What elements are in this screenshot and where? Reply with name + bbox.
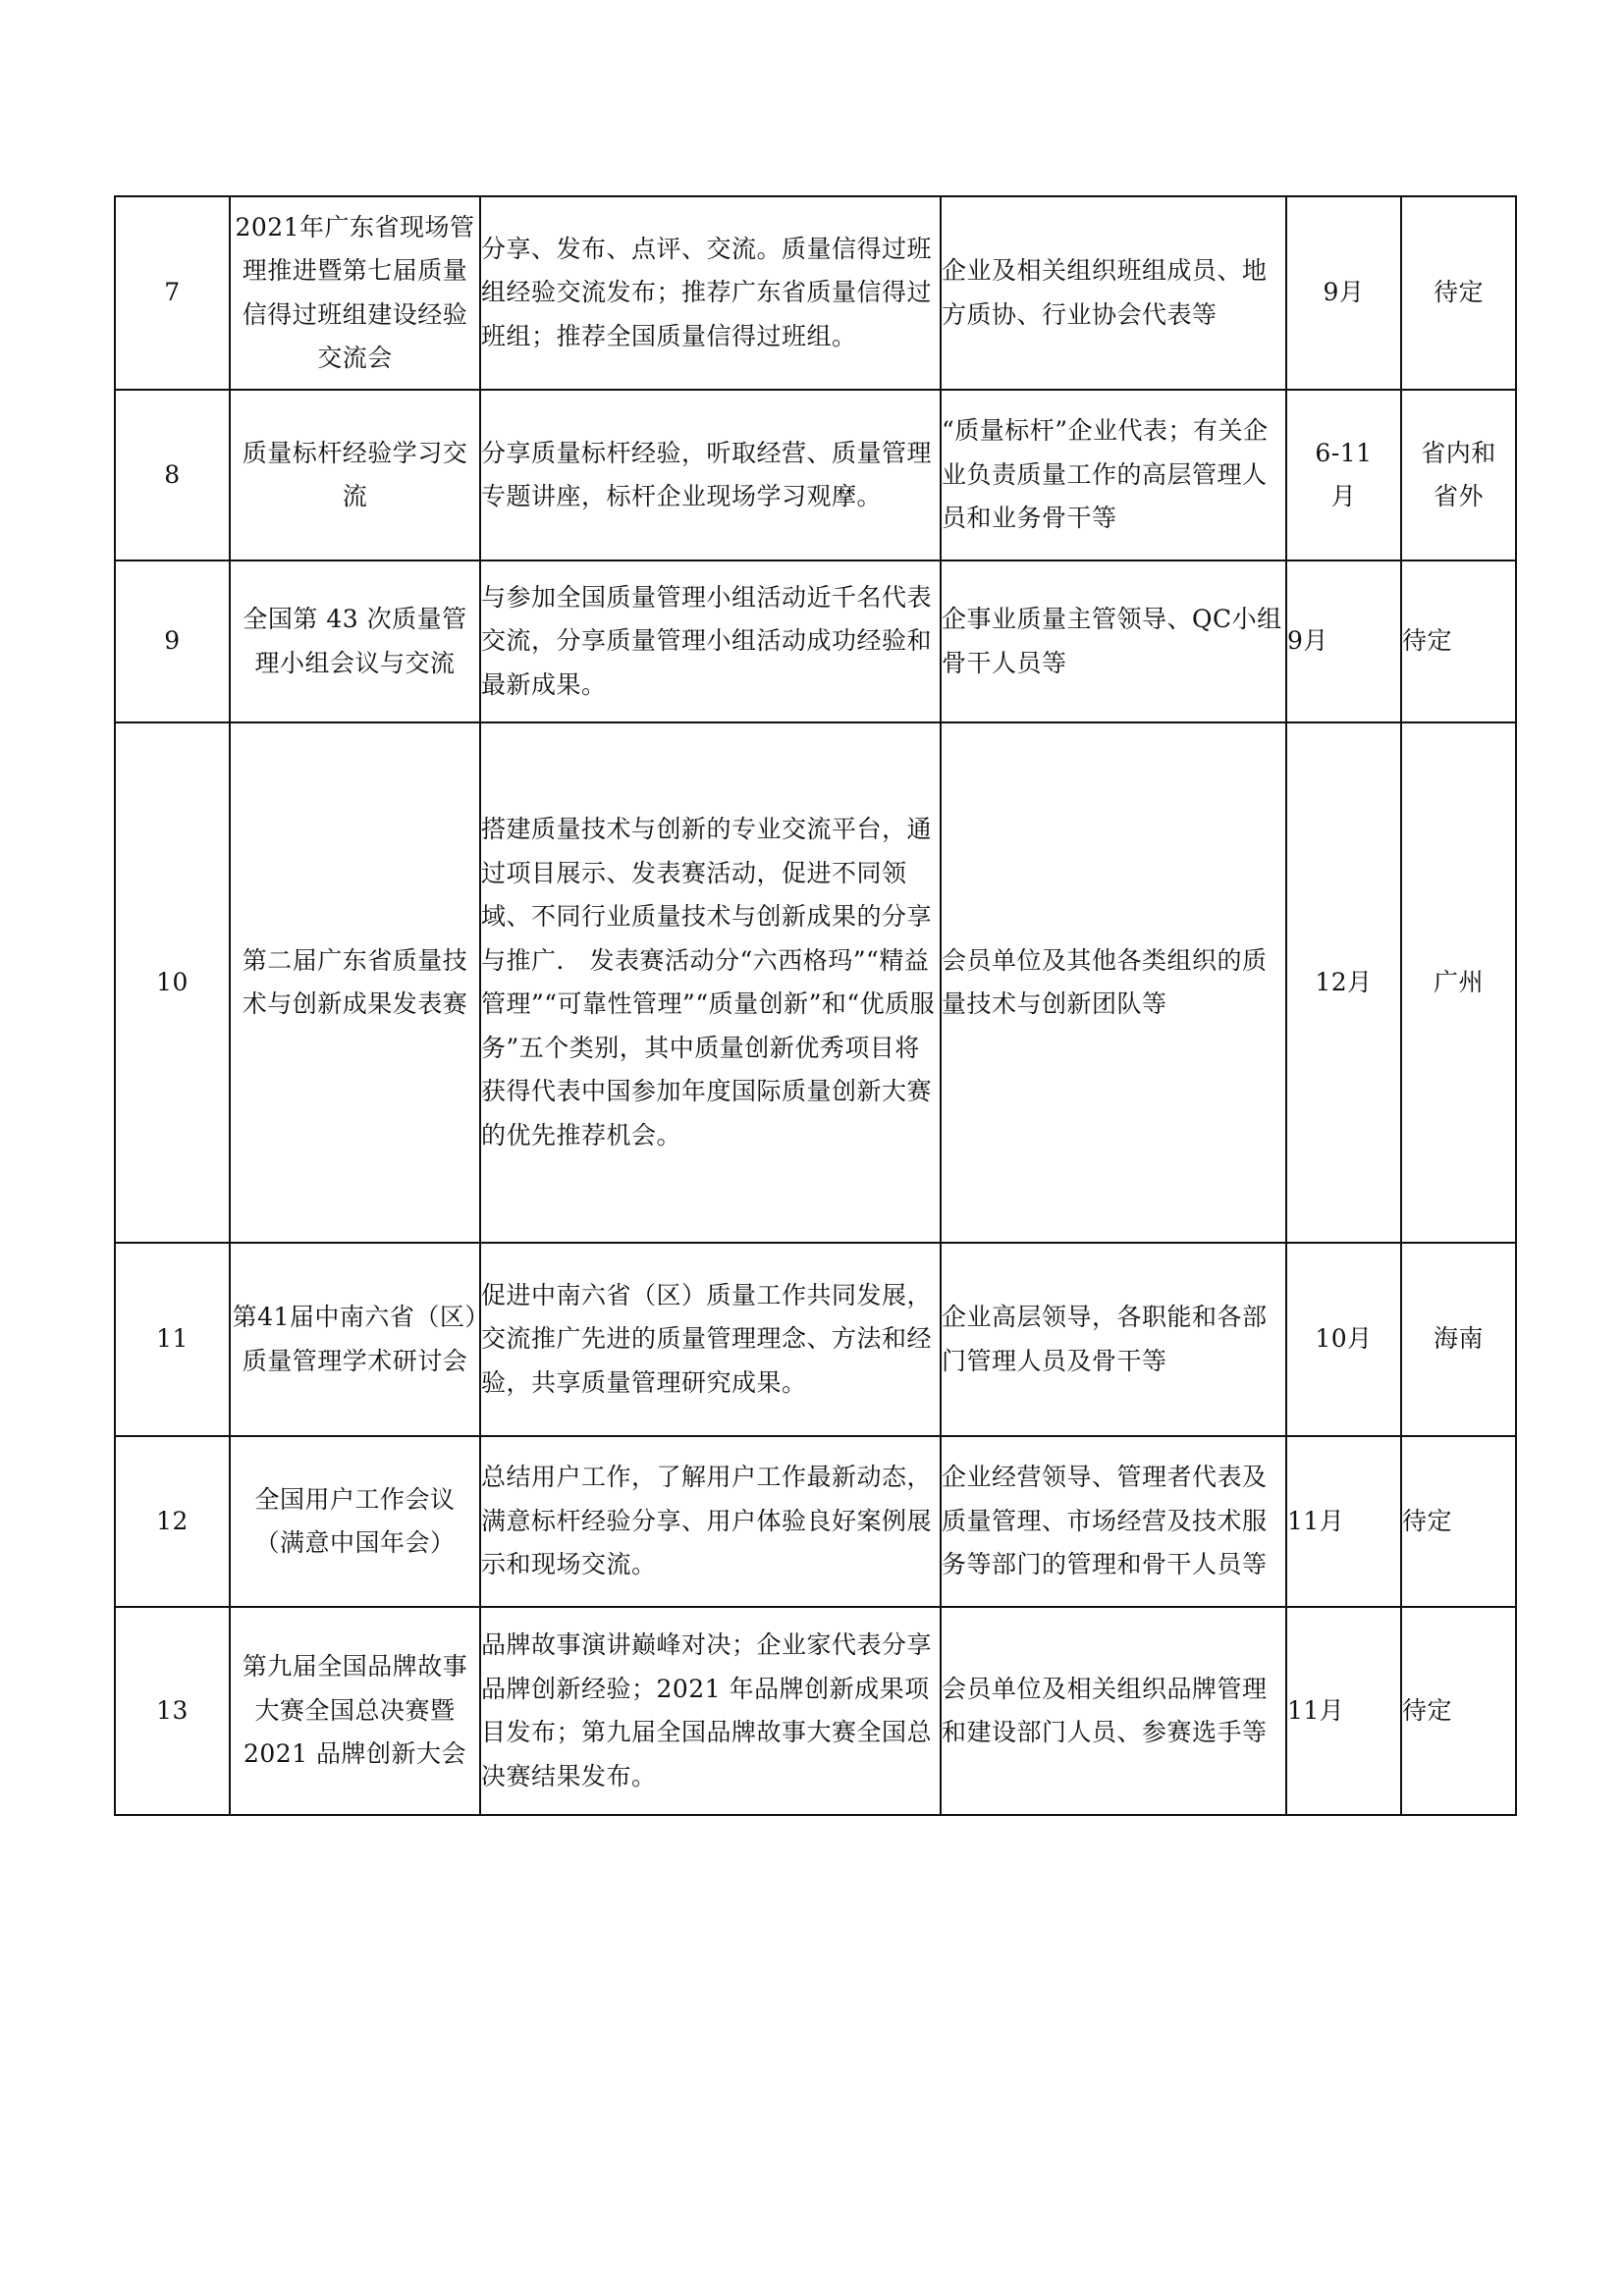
table-row xyxy=(115,561,1516,722)
activity-content: 促进中南六省（区）质量工作共同发展，交流推广先进的质量管理理念、方法和经验，共享质量管理研究成果。 xyxy=(480,1243,941,1436)
activity-time: 10月 xyxy=(1286,1243,1401,1436)
activity-content: 品牌故事演讲巅峰对决；企业家代表分享品牌创新经验；2021 年品牌创新成果项目发布；第九届全国品牌故事大赛全国总决赛结果发布。 xyxy=(480,1607,941,1815)
table-row xyxy=(115,196,1516,390)
row-number: 12 xyxy=(115,1436,230,1607)
activity-place: 待定 xyxy=(1401,1607,1516,1815)
activity-name: 全国用户工作会议（满意中国年会） xyxy=(230,1436,480,1607)
table-row xyxy=(115,1243,1516,1436)
activity-name: 质量标杆经验学习交流 xyxy=(230,390,480,561)
activity-audience: 会员单位及相关组织品牌管理和建设部门人员、参赛选手等 xyxy=(941,1607,1286,1815)
row-number: 11 xyxy=(115,1243,230,1436)
activity-time: 11月 xyxy=(1286,1607,1401,1815)
activity-audience: 企业高层领导，各职能和各部门管理人员及骨干等 xyxy=(941,1243,1286,1436)
activity-name: 全国第 43 次质量管理小组会议与交流 xyxy=(230,561,480,722)
activity-audience: 企事业质量主管领导、QC小组骨干人员等 xyxy=(941,561,1286,722)
activity-content: 总结用户工作，了解用户工作最新动态，满意标杆经验分享、用户体验良好案例展示和现场交流。 xyxy=(480,1436,941,1607)
activity-time: 6-11月 xyxy=(1286,390,1401,561)
activity-place: 省内和省外 xyxy=(1401,390,1516,561)
activity-place: 广州 xyxy=(1401,722,1516,1243)
activity-time: 12月 xyxy=(1286,722,1401,1243)
table-row xyxy=(115,390,1516,561)
activity-content: 分享质量标杆经验，听取经营、质量管理专题讲座，标杆企业现场学习观摩。 xyxy=(480,390,941,561)
row-number: 9 xyxy=(115,561,230,722)
activity-place: 待定 xyxy=(1401,1436,1516,1607)
activity-audience: 企业及相关组织班组成员、地方质协、行业协会代表等 xyxy=(941,196,1286,390)
activity-name: 第二届广东省质量技术与创新成果发表赛 xyxy=(230,722,480,1243)
activity-name: 第九届全国品牌故事大赛全国总决赛暨 2021 品牌创新大会 xyxy=(230,1607,480,1815)
activity-content: 与参加全国质量管理小组活动近千名代表交流，分享质量管理小组活动成功经验和最新成果。 xyxy=(480,561,941,722)
activity-time: 11月 xyxy=(1286,1436,1401,1607)
activity-time: 9月 xyxy=(1286,561,1401,722)
row-number: 10 xyxy=(115,722,230,1243)
row-number: 13 xyxy=(115,1607,230,1815)
row-number: 8 xyxy=(115,390,230,561)
activity-name: 2021年广东省现场管理推进暨第七届质量信得过班组建设经验交流会 xyxy=(230,196,480,390)
table-row xyxy=(115,1436,1516,1607)
activity-schedule-table xyxy=(114,195,1517,1816)
activity-place: 待定 xyxy=(1401,561,1516,722)
activity-content: 搭建质量技术与创新的专业交流平台，通过项目展示、发表赛活动，促进不同领域、不同行业质量技术与创新成果的分享与推广． 发表赛活动分“六西格玛”“精益管理”“可靠性管理”“质量创新”和“优质服务”五个类别，其中质量创新优秀项目将获得代表中国参加年度国际质量创新大赛的优先推荐机会。 xyxy=(480,722,941,1243)
activity-audience: 会员单位及其他各类组织的质量技术与创新团队等 xyxy=(941,722,1286,1243)
activity-audience: 企业经营领导、管理者代表及质量管理、市场经营及技术服务等部门的管理和骨干人员等 xyxy=(941,1436,1286,1607)
activity-content: 分享、发布、点评、交流。质量信得过班组经验交流发布；推荐广东省质量信得过班组；推荐全国质量信得过班组。 xyxy=(480,196,941,390)
activity-time: 9月 xyxy=(1286,196,1401,390)
table-row xyxy=(115,1607,1516,1815)
activity-place: 待定 xyxy=(1401,196,1516,390)
activity-audience: “质量标杆”企业代表；有关企业负责质量工作的高层管理人员和业务骨干等 xyxy=(941,390,1286,561)
activity-place: 海南 xyxy=(1401,1243,1516,1436)
activity-name: 第41届中南六省（区）质量管理学术研讨会 xyxy=(230,1243,480,1436)
row-number: 7 xyxy=(115,196,230,390)
table-row xyxy=(115,722,1516,1243)
